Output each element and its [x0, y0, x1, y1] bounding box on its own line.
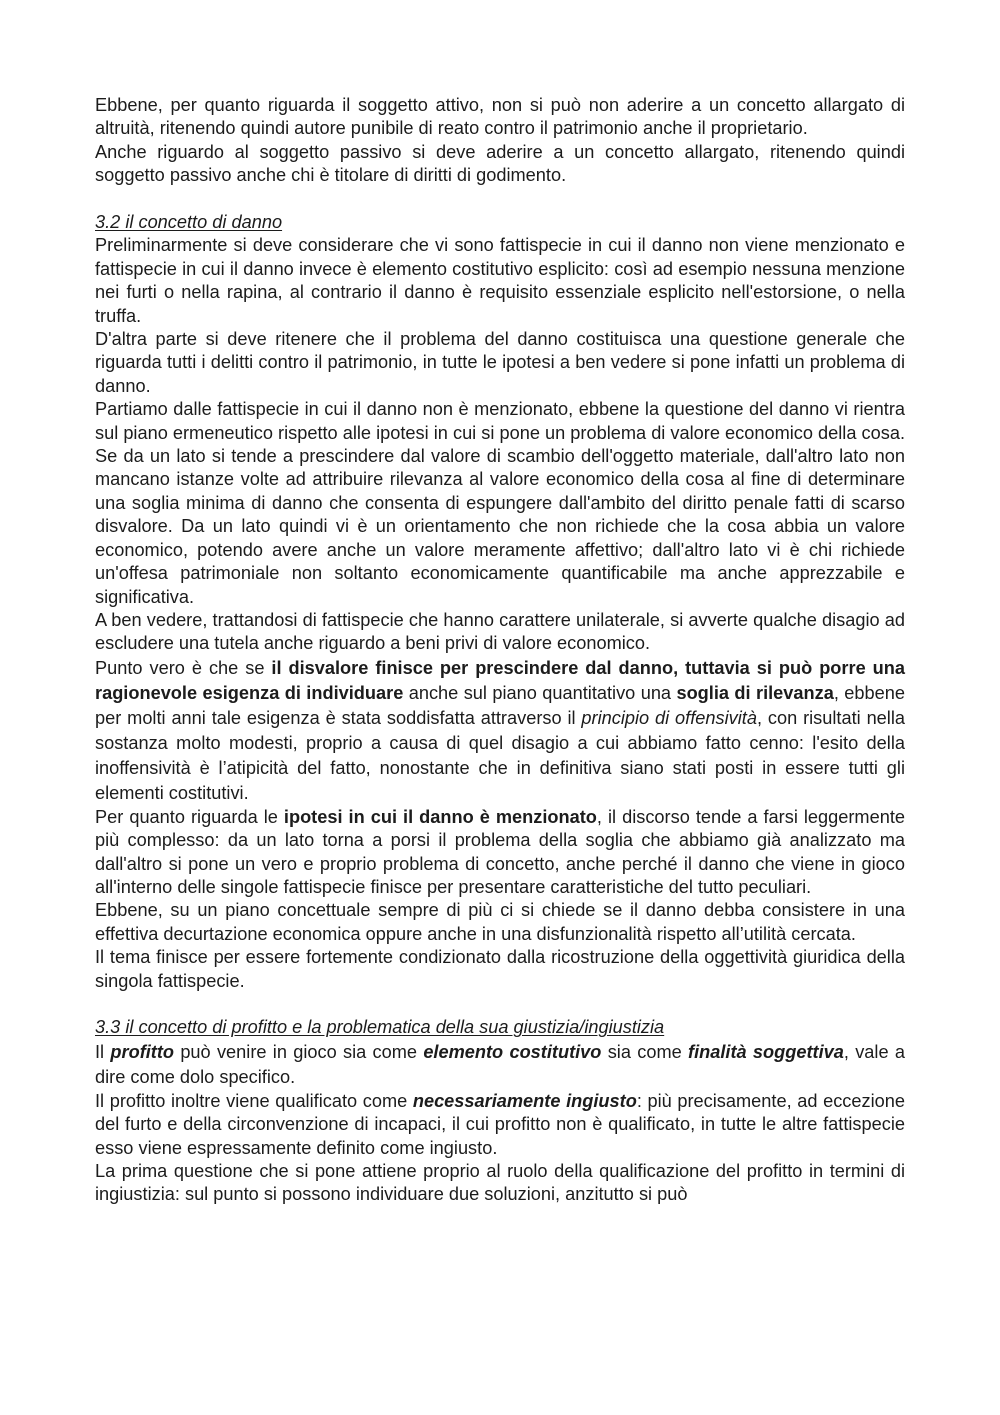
bold-italic-text: finalità soggettiva	[688, 1041, 844, 1062]
italic-text: principio di offensività	[581, 707, 757, 728]
text-run: , con risultati nella sostanza molto modesti, proprio a causa di quel disagio a cui abbiamo fatto cenno: l'esito della inoffensività è l’atipicità del fatto, nonostante che in definitiva siano stati posti in essere tutti gli elementi costitutivi.	[95, 707, 905, 803]
paragraph: Ebbene, su un piano concettuale sempre di più ci si chiede se il danno debba consistere in una effettiva decurtazione economica oppure anche in una disfunzionalità rispetto all’utilità cercata.	[95, 900, 905, 944]
paragraph: Il tema finisce per essere fortemente condizionato dalla ricostruzione della oggettività giuridica della singola fattispecie.	[95, 947, 905, 991]
bold-text: il disvalore finisce per prescindere dal danno, tuttavia si può porre una ragionevole esigenza di individuare	[95, 657, 905, 703]
paragraph	[95, 1090, 905, 1160]
paragraph: D'altra parte si deve ritenere che il problema del danno costituisca una questione generale che riguarda tutti i delitti contro il patrimonio, in tutte le ipotesi a ben vedere si pone infatti un problema di danno.	[95, 329, 905, 396]
paragraph: A ben vedere, trattandosi di fattispecie che hanno carattere unilaterale, si avverte qualche disagio ad escludere una tutela anche riguardo a beni privi di valore economico.	[95, 609, 905, 654]
spacer	[95, 188, 905, 211]
text-run: Il profitto inoltre viene qualificato come	[95, 1090, 413, 1111]
text-run: , il discorso tende a farsi leggermente più complesso: da un lato torna a porsi il problema della soglia che abbiamo già analizzato ma dall'altro si pone un vero e proprio problema di concetto, anche perché il danno che viene in gioco all'interno delle singole fattispecie finisce per presentare caratteristiche del tutto peculiari.	[95, 806, 905, 897]
bold-italic-text: profitto	[110, 1041, 175, 1062]
paragraph	[95, 806, 905, 900]
text-run: anche sul piano quantitativo una	[403, 682, 677, 703]
text-run: Punto vero è che se	[95, 657, 272, 678]
text-run: , vale a dire come dolo specifico.	[95, 1041, 905, 1087]
text-run: sia come	[601, 1041, 689, 1062]
paragraph: Anche riguardo al soggetto passivo si deve aderire a un concetto allargato, ritenendo quindi soggetto passivo anche chi è titolare di diritti di godimento.	[95, 141, 905, 186]
bold-italic-text: necessariamente ingiusto	[412, 1090, 637, 1111]
section-heading-3-2: 3.2 il concetto di danno	[95, 212, 283, 233]
section-heading-3-3: 3.3 il concetto di profitto e la problematica della sua giustizia/ingiustizia	[95, 1017, 665, 1038]
bold-italic-text: elemento costitutivo	[423, 1041, 602, 1062]
text-run: Per quanto riguarda le	[95, 806, 284, 827]
paragraph: Preliminarmente si deve considerare che vi sono fattispecie in cui il danno non viene menzionato e fattispecie in cui il danno invece è elemento costitutivo esplicito: così ad esempio nessuna menzione nei furti o nella rapina, al contrario il danno è requisito essenziale esplicito nell'estorsione, o nella truffa.	[95, 235, 905, 326]
text-run: : più precisamente, ad eccezione del furto e della circonvenzione di incapaci, il cui profitto non è qualificato, in tutte le altre fattispecie esso viene espressamente definito come ingiusto.	[95, 1090, 905, 1158]
text-run: Il	[95, 1041, 111, 1062]
spacer	[95, 993, 905, 1016]
bold-text: ipotesi in cui il danno è menzionato	[283, 806, 597, 827]
paragraph	[95, 656, 905, 806]
text-run: può venire in gioco sia come	[174, 1041, 424, 1062]
paragraph: Partiamo dalle fattispecie in cui il danno non è menzionato, ebbene la questione del danno vi rientra sul piano ermeneutico rispetto alle ipotesi in cui si pone un problema di valore economico della cosa. Se da un lato si tende a prescindere dal valore di scambio dell'oggetto materiale, dall'altro lato non mancano istanze volte ad attribuire rilevanza al valore economico della cosa al fine di determinare una soglia minima di danno che consenta di espungere dall'ambito del diritto penale fatti di scarso disvalore. Da un lato quindi vi è un orientamento che non richiede che la cosa abbia un valore economico, potendo avere anche un valore meramente affettivo; dall'altro lato vi è chi richiede un'offesa patrimoniale non soltanto economicamente quantificabile ma anche apprezzabile e significativa.	[95, 399, 905, 607]
bold-text: soglia di rilevanza	[676, 682, 834, 703]
document-page	[95, 94, 905, 1207]
paragraph: Ebbene, per quanto riguarda il soggetto attivo, non si può non aderire a un concetto allargato di altruità, ritenendo quindi autore punibile di reato contro il patrimonio anche il proprietario.	[95, 95, 905, 139]
paragraph: La prima questione che si pone attiene proprio al ruolo della qualificazione del profitto in termini di ingiustizia: sul punto si possono individuare due soluzioni, anzitutto si può	[95, 1161, 905, 1205]
paragraph	[95, 1040, 905, 1090]
text-run: , ebbene per molti anni tale esigenza è stata soddisfatta attraverso il	[95, 682, 905, 728]
